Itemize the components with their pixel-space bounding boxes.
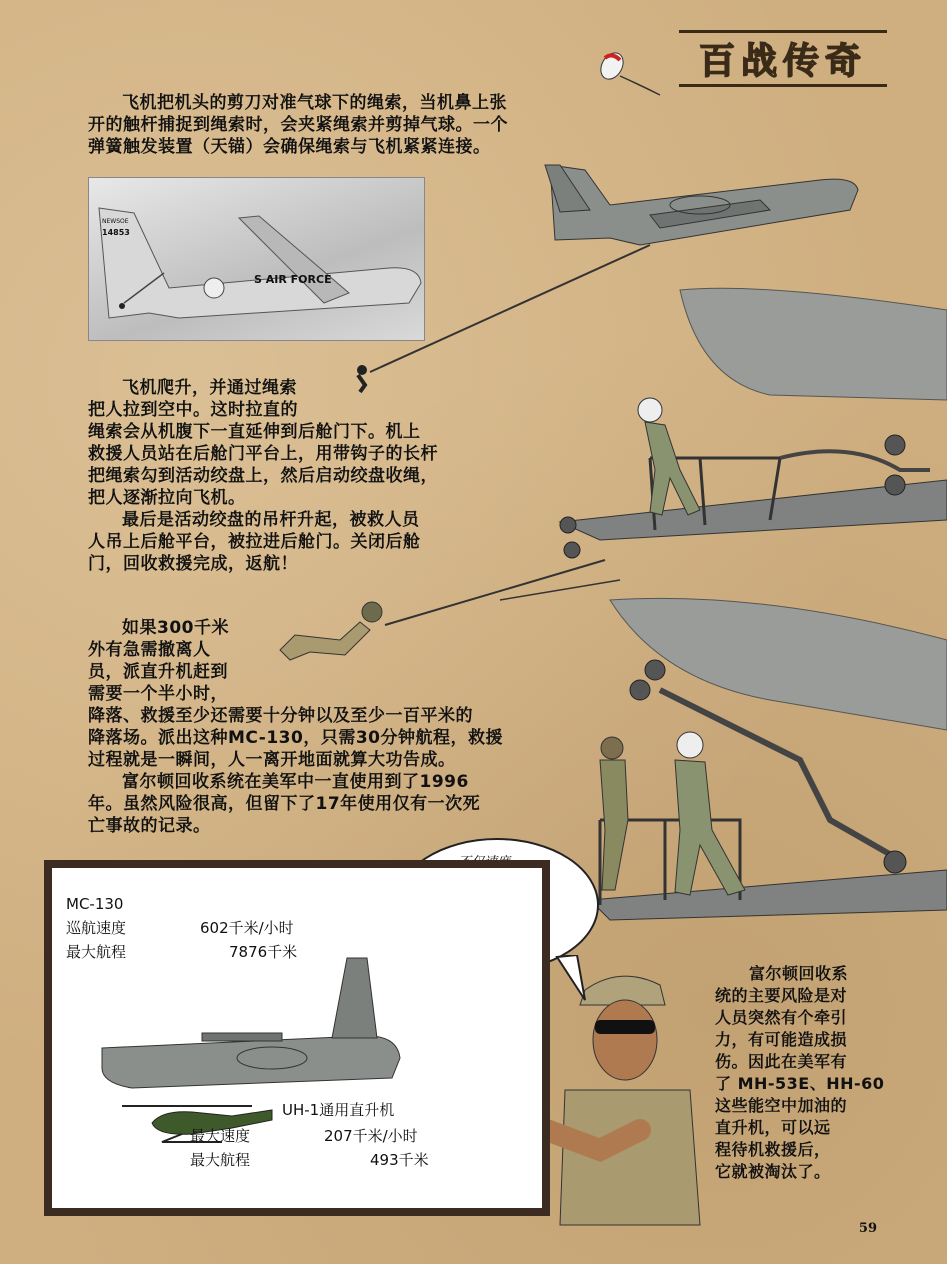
tail-code-number: 14853 — [102, 228, 130, 237]
speech-bubble-tail — [555, 955, 595, 1005]
paragraph-4: 富尔顿回收系 统的主要风险是对 人员突然有个牵引 力，有可能造成损 伤。因此在美军有 了 MH-53E、HH-60 这些能空中加油的 直升机，可以远 程待机救援后， 它就被淘汰了。 — [715, 964, 885, 1181]
mc130-range-value: 7876千米 — [229, 943, 298, 961]
uh1-speed-value: 207千米/小时 — [324, 1127, 418, 1145]
cargo-ramp-upper — [560, 288, 947, 558]
paragraph-1: 飞机把机头的剪刀对准气球下的绳索，当机鼻上张 开的触杆捕捉到绳索时，会夹紧绳索并剪掉气球。一个 弹簧触发装置（天锚）会确保绳索与飞机紧紧连接。 — [88, 93, 508, 157]
mc130-name: MC-130 — [66, 895, 124, 913]
mc130-speed-label: 巡航速度 — [66, 919, 127, 937]
c130-photo-illustration — [89, 178, 424, 340]
uh1-range-label: 最大航程 — [190, 1151, 251, 1169]
spec-panel — [44, 860, 550, 1216]
balloon-icon — [596, 49, 660, 95]
mc130-range-label: 最大航程 — [66, 943, 127, 961]
mc130-plane-flying — [545, 165, 858, 245]
paragraph-3: 如果300千米 外有急需撤离人 员，派直升机赶到 需要一个半小时， 降落、救援至少还需要十分钟以及至少一百平米的 降落场。派出这种MC-130，只需30分钟航程，救援 过程就是一瞬间，人一离开地面就算大功告成。 富尔顿回收系统在美军中一直使用到了1996 年。虽然风险很高，但留下了17年使用仅有一次死 亡事故的记录。 — [88, 618, 503, 836]
mc130-speed-value: 602千米/小时 — [200, 919, 294, 937]
uh1-range-value: 493千米 — [370, 1151, 429, 1169]
tail-code-top: NEWSOE — [102, 218, 129, 225]
page-number: 59 — [858, 1221, 877, 1236]
historical-photo — [88, 177, 425, 341]
series-title: 百战传奇 — [679, 30, 887, 87]
cargo-ramp-lower — [590, 598, 947, 920]
fuselage-text: S AIR FORCE — [254, 273, 332, 286]
paragraph-2: 飞机爬升，并通过绳索 把人拉到空中。这时拉直的 绳索会从机腹下一直延伸到后舱门下。机上 救援人员站在后舱门平台上，用带钩子的长杆 把绳索勾到活动绞盘上，然后启动绞盘收绳， 把人逐渐拉向飞机。 最后是活动绞盘的吊杆升起，被救人员 人吊上后舱平台，被拉进后舱门。关闭后舱 门，回收救援完成，返航！ — [88, 378, 438, 574]
uh1-speed-label: 最大速度 — [190, 1127, 251, 1145]
uh1-name: UH-1通用直升机 — [282, 1101, 395, 1119]
crew-members-lower — [600, 732, 745, 895]
